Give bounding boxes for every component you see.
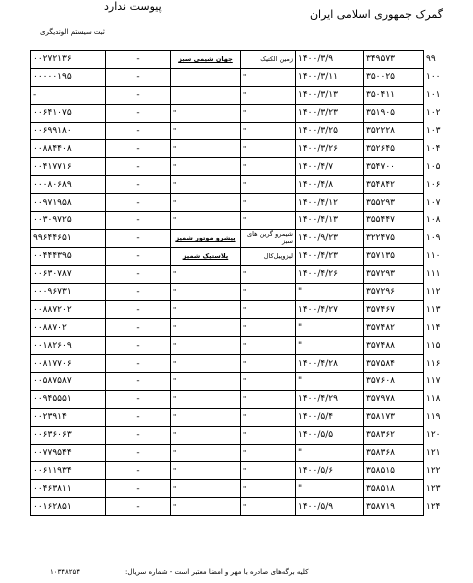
cell-description: " [241,498,296,516]
cell-number: ۳۵۲۲۲۸ [364,122,424,140]
cell-code: ۰۰۹۷۱۹۵۸ [31,194,106,212]
cell-description: " [241,265,296,283]
table-row [31,194,469,212]
cell-date: ۱۴۰۰/۴/۲۹ [296,390,364,408]
cell-date: " [296,373,364,391]
cell-dash: - [106,176,171,194]
cell-code: ۰۰۸۱۷۷۰۶ [31,355,106,373]
cell-dash: - [106,283,171,301]
cell-code: ۰۰۶۴۱۰۷۵ [31,104,106,122]
cell-date: ۱۴۰۰/۵/۶ [296,462,364,480]
cell-number: ۳۵۷۴۸۲ [364,319,424,337]
cell-company: " [171,158,241,176]
cell-description: " [241,408,296,426]
cell-dash: - [106,355,171,373]
cell-dash: - [106,140,171,158]
cell-index: ۱۰۶ [426,179,441,190]
cell-dash: - [106,408,171,426]
cell-date: ۱۴۰۰/۴/۲۸ [296,355,364,373]
cell-dash: - [106,212,171,230]
cell-number: ۳۵۵۲۹۳ [364,194,424,212]
cell-date: ۱۴۰۰/۴/۱۲ [296,194,364,212]
serial-number: ۱۰۳۴۸۲۵۴ [50,568,81,576]
cell-code: ۰۰۳۰۹۷۲۵ [31,212,106,230]
cell-description: " [241,319,296,337]
cell-date: ۱۴۰۰/۴/۲۶ [296,265,364,283]
cell-code: ۰۰۲۳۹۱۴ [31,408,106,426]
cell-code: ۰۰۰۰۰۱۹۵ [31,68,106,86]
cell-description: " [241,140,296,158]
cell-code: ۰۰۶۹۹۱۸۰ [31,122,106,140]
cell-index: ۱۲۱ [426,448,441,459]
header-subtitle: ثبت سیستم الوندیگری [40,28,105,36]
cell-index: ۱۱۸ [426,394,441,405]
cell-number: ۳۵۸۳۶۲ [364,426,424,444]
cell-description: " [241,283,296,301]
cell-number: ۳۵۷۲۹۳ [364,265,424,283]
cell-number: ۳۵۷۵۸۴ [364,355,424,373]
cell-code: ۰۰۰۹۶۷۳۱ [31,283,106,301]
cell-date: ۱۴۰۰/۴/۲۳ [296,247,364,265]
records-table [30,50,469,516]
cell-code: ۰۰۴۶۳۸۱۱ [31,480,106,498]
cell-index: ۱۱۳ [426,304,441,315]
cell-date: " [296,337,364,355]
cell-code: ۹۹۶۴۴۶۵۱ [31,229,106,247]
cell-company: " [171,408,241,426]
cell-company: " [171,140,241,158]
table-row [31,247,469,265]
cell-index: ۱۱۷ [426,376,441,387]
cell-number: ۳۵۰۰۲۵ [364,68,424,86]
cell-code: ۰۰۶۳۰۷۸۷ [31,265,106,283]
cell-date: ۱۴۰۰/۵/۴ [296,408,364,426]
cell-description: " [241,212,296,230]
cell-company: " [171,301,241,319]
table-row [31,51,469,69]
table-row [31,355,469,373]
table-row [31,122,469,140]
cell-date: ۱۴۰۰/۴/۸ [296,176,364,194]
cell-dash: - [106,301,171,319]
cell-dash: - [106,51,171,69]
cell-code: ۰۰۸۸۷۰۲ [31,319,106,337]
cell-company [171,86,241,104]
cell-index: ۱۲۲ [426,465,441,476]
cell-description: " [241,68,296,86]
cell-date: ۱۴۰۰/۳/۲۶ [296,140,364,158]
cell-date: ۱۴۰۰/۴/۲۷ [296,301,364,319]
cell-description: " [241,390,296,408]
cell-number: ۳۵۷۶۰۸ [364,373,424,391]
cell-date: " [296,480,364,498]
cell-date: ۱۴۰۰/۳/۱۳ [296,86,364,104]
cell-code: ۰۰۵۸۷۵۸۷ [31,373,106,391]
cell-index: ۱۲۰ [426,430,441,441]
cell-number: ۳۵۴۸۴۲ [364,176,424,194]
table-row [31,212,469,230]
cell-date: ۱۴۰۰/۳/۲۳ [296,104,364,122]
cell-company [171,68,241,86]
cell-dash: - [106,247,171,265]
attachment-note: پیوست ندارد [104,0,162,13]
cell-description: " [241,301,296,319]
table-row [31,462,469,480]
cell-company: " [171,212,241,230]
cell-number: ۳۵۵۴۴۷ [364,212,424,230]
cell-index: ۱۱۱ [426,269,441,280]
table-row [31,480,469,498]
cell-company: " [171,337,241,355]
cell-dash: - [106,158,171,176]
cell-number: ۳۲۲۴۷۵ [364,229,424,247]
cell-code: - [31,86,106,104]
table-row [31,265,469,283]
cell-index: ۱۰۸ [426,215,441,226]
cell-description: لیزوپیل‌کال [241,247,296,265]
cell-number: ۳۵۸۳۶۸ [364,444,424,462]
cell-date: " [296,319,364,337]
cell-dash: - [106,265,171,283]
cell-code: ۰۰۹۴۵۵۵۱ [31,390,106,408]
cell-index: ۱۱۹ [426,412,441,423]
cell-dash: - [106,86,171,104]
cell-number: ۳۴۹۵۷۳ [364,51,424,69]
cell-description: زمین الکتیک [241,51,296,69]
cell-index: ۱۱۶ [426,358,441,369]
cell-company: " [171,498,241,516]
table-row [31,68,469,86]
cell-index: ۱۱۴ [426,322,441,333]
footer-note: کلیه برگه‌های صادره با مهر و امضا معتبر است - شماره سریال: [125,568,309,576]
cell-company: " [171,194,241,212]
cell-company: " [171,265,241,283]
cell-number: ۳۵۷۲۹۶ [364,283,424,301]
cell-index: ۱۱۲ [426,287,441,298]
cell-company: پیشرو موتور شمیز [171,229,241,247]
cell-date: ۱۴۰۰/۳/۱۱ [296,68,364,86]
cell-company: " [171,176,241,194]
cell-code: ۰۰۶۱۱۹۳۴ [31,462,106,480]
cell-description: " [241,373,296,391]
cell-company: جهان شیمی سبز [171,51,241,69]
cell-number: ۳۵۷۱۳۵ [364,247,424,265]
customs-title: گمرک جمهوری اسلامی ایران [309,8,443,21]
cell-dash: - [106,373,171,391]
cell-company: " [171,283,241,301]
table-row [31,229,469,247]
cell-dash: - [106,68,171,86]
cell-dash: - [106,426,171,444]
cell-date: ۱۴۰۰/۹/۲۳ [296,229,364,247]
cell-description: " [241,176,296,194]
cell-number: ۳۵۲۶۴۵ [364,140,424,158]
cell-company: پلاستیک شمیز [171,247,241,265]
cell-number: ۳۵۷۴۸۸ [364,337,424,355]
cell-index: ۱۰۴ [426,143,441,154]
cell-number: ۳۵۱۹۰۵ [364,104,424,122]
cell-code: ۰۰۸۸۷۲۰۲ [31,301,106,319]
cell-company: " [171,462,241,480]
cell-index: ۹۹ [426,54,436,65]
cell-number: ۳۵۷۴۶۷ [364,301,424,319]
cell-dash: - [106,498,171,516]
cell-code: ۰۰۱۶۲۸۵۱ [31,498,106,516]
cell-company: " [171,426,241,444]
cell-code: ۰۰۰۸۰۶۸۹ [31,176,106,194]
cell-index: ۱۰۵ [426,161,441,172]
cell-index: ۱۰۱ [426,90,441,101]
table-row [31,104,469,122]
cell-index: ۱۰۰ [426,72,441,83]
cell-company: " [171,373,241,391]
cell-index: ۱۰۳ [426,126,441,136]
cell-dash: - [106,122,171,140]
cell-description: " [241,337,296,355]
table-row [31,408,469,426]
table-row [31,444,469,462]
cell-code: ۰۰۱۸۲۶۰۹ [31,337,106,355]
table-row [31,176,469,194]
cell-description: " [241,86,296,104]
table-row [31,373,469,391]
cell-date: ۱۴۰۰/۴/۷ [296,158,364,176]
table-row [31,158,469,176]
cell-dash: - [106,462,171,480]
cell-company: " [171,444,241,462]
cell-date: ۱۴۰۰/۴/۱۳ [296,212,364,230]
cell-date: ۱۴۰۰/۳/۲۵ [296,122,364,140]
cell-index: ۱۲۳ [426,483,441,494]
cell-date: " [296,283,364,301]
table-row [31,337,469,355]
cell-description: " [241,426,296,444]
table-row [31,498,469,516]
cell-code: ۰۰۲۷۲۱۳۶ [31,51,106,69]
cell-description: شیمرو گرین های سبز [241,229,296,247]
cell-description: " [241,158,296,176]
cell-code: ۰۰۸۸۴۴۰۸ [31,140,106,158]
cell-dash: - [106,194,171,212]
cell-date: ۱۴۰۰/۵/۹ [296,498,364,516]
cell-index: ۱۰۷ [426,197,441,208]
cell-index: ۱۱۰ [426,251,441,262]
cell-dash: - [106,444,171,462]
cell-date: ۱۴۰۰/۵/۵ [296,426,364,444]
cell-number: ۳۵۸۱۷۳ [364,408,424,426]
cell-date: ۱۴۰۰/۳/۹ [296,51,364,69]
cell-description: " [241,355,296,373]
table-row [31,86,469,104]
cell-company: " [171,390,241,408]
cell-number: ۳۵۴۷۰۰ [364,158,424,176]
cell-description: " [241,104,296,122]
cell-description: " [241,122,296,140]
cell-code: ۰۰۷۷۹۵۴۴ [31,444,106,462]
cell-dash: - [106,337,171,355]
cell-date: " [296,444,364,462]
cell-company: " [171,319,241,337]
cell-description: " [241,444,296,462]
table-row [31,140,469,158]
cell-company: " [171,122,241,140]
table-row [31,301,469,319]
cell-dash: - [106,480,171,498]
table-row [31,319,469,337]
cell-number: ۳۵۰۴۱۱ [364,86,424,104]
cell-description: " [241,462,296,480]
cell-company: " [171,355,241,373]
cell-code: ۰۰۴۱۷۷۱۶ [31,158,106,176]
table-row [31,283,469,301]
cell-code: ۰۰۴۴۴۳۹۵ [31,247,106,265]
cell-number: ۳۵۸۷۱۹ [364,498,424,516]
cell-index: ۱۲۴ [426,501,441,512]
cell-dash: - [106,390,171,408]
cell-company: " [171,480,241,498]
cell-dash: - [106,229,171,247]
cell-dash: - [106,319,171,337]
table-row [31,390,469,408]
cell-description: " [241,194,296,212]
table-row [31,426,469,444]
cell-index: ۱۱۵ [426,340,441,351]
cell-number: ۳۵۸۵۱۵ [364,462,424,480]
cell-code: ۰۰۶۳۶۰۶۳ [31,426,106,444]
cell-index: ۱۰۹ [426,233,441,244]
cell-number: ۳۵۸۵۱۸ [364,480,424,498]
cell-dash: - [106,104,171,122]
cell-description: " [241,480,296,498]
cell-number: ۳۵۷۹۷۸ [364,390,424,408]
cell-company: " [171,104,241,122]
cell-index: ۱۰۲ [426,108,441,119]
